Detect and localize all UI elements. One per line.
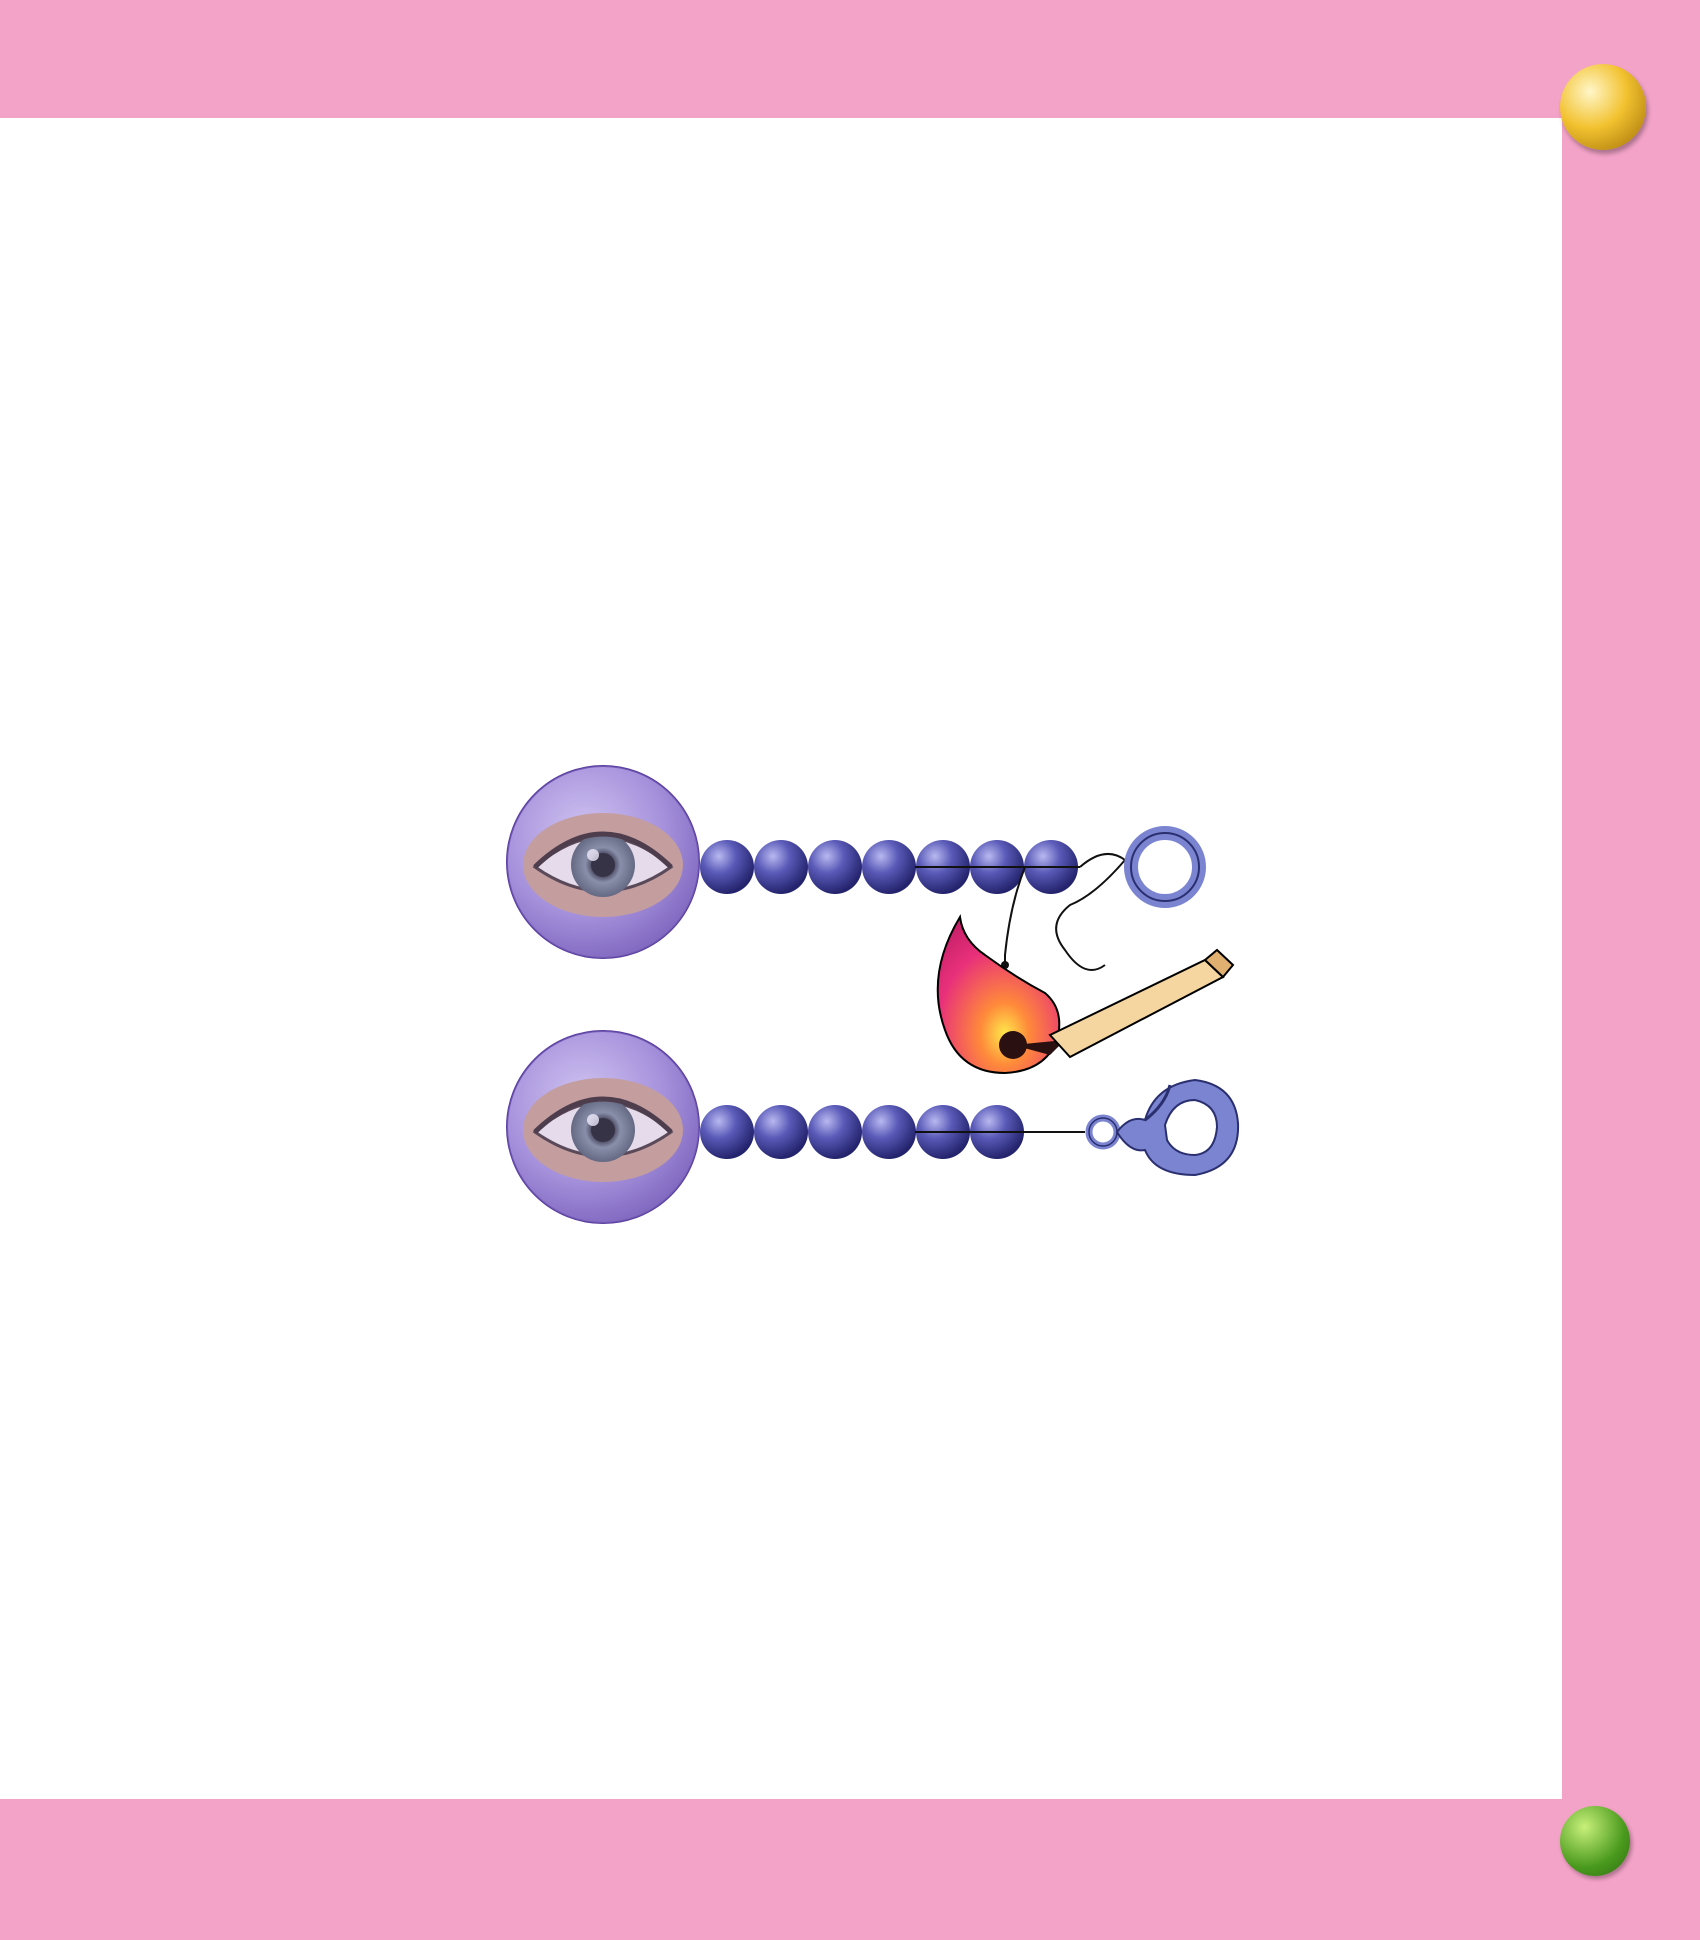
- bead-border-bottom: [0, 1790, 1560, 1885]
- lower-strand: [507, 1031, 1238, 1223]
- bead-border-top: [0, 40, 1560, 120]
- upper-strand: [507, 766, 1199, 970]
- eye-bead-necklace-illustration: [505, 755, 1265, 1255]
- gold-bead-icon: [1560, 64, 1646, 150]
- lobster-clasp: [1089, 1080, 1238, 1175]
- page-number-badge: [1560, 1806, 1630, 1876]
- bead-border-right: [1562, 140, 1642, 1800]
- match-flame: [938, 917, 1233, 1073]
